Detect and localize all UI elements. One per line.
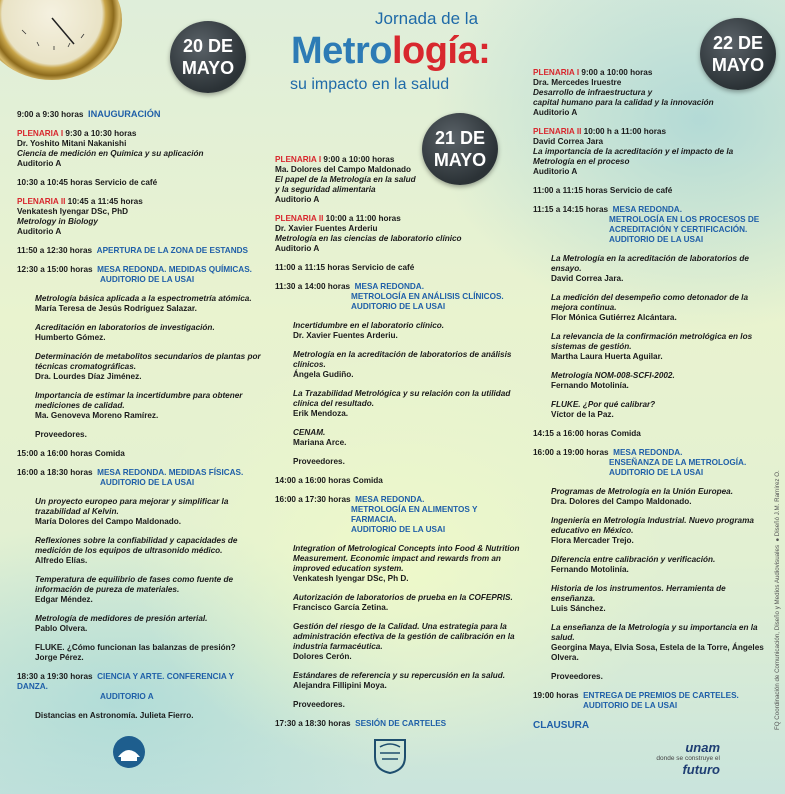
talk-title: La Metrología en la acreditación de laboratorios de ensayo. xyxy=(551,254,749,273)
stands-label: APERTURA DE LA ZONA DE ESTANDS xyxy=(96,246,248,256)
lunch: 14:15 a 16:00 horas Comida xyxy=(533,429,641,438)
talk-title: Diferencia entre calibración y verificación. xyxy=(551,555,716,564)
session-time: 17:30 a 18:30 horas xyxy=(275,719,351,728)
speaker-name: Edgar Méndez. xyxy=(35,595,93,605)
session-room: AUDITORIO DE LA USAI xyxy=(100,275,195,285)
speaker-name: Ángela Gudiño. xyxy=(293,370,354,379)
day-20-label: 20 DE MAYO xyxy=(181,36,235,78)
header-metro-part: Metro xyxy=(291,30,392,72)
session-title: MESA REDONDA. xyxy=(354,282,424,291)
talk-title: Distancias en Astronomía. Julieta Fierro. xyxy=(35,711,194,721)
talk-title: Programas de Metrología en la Unión Europea. xyxy=(551,487,733,496)
day-21-label: 21 DE MAYO xyxy=(433,128,487,170)
room: Auditorio A xyxy=(275,195,320,204)
header-subtitle: su impacto en la salud xyxy=(290,76,450,93)
unam-future-logo xyxy=(628,740,720,777)
inauguration-label: INAUGURACIÓN xyxy=(88,109,161,119)
plenary-time: 9:30 a 10:30 horas xyxy=(65,129,137,139)
room: Auditorio A xyxy=(17,227,62,237)
unam-futuro: futuro xyxy=(682,762,720,777)
talk-title: La importancia de la acreditación y el impacto de la Metrología en el proceso xyxy=(533,147,734,166)
session-time: 11:15 a 14:15 horas xyxy=(533,205,609,214)
design-credit: FQ Coordinación de Comunicación, Diseño y Medios Audiovisuales ●Diseñó J.M. Ramírez O. xyxy=(774,470,781,730)
plenary-label: PLENARIA II xyxy=(17,197,66,207)
talk-title: Un proyecto europeo para mejorar y simplificar la trazabilidad al Kelvin. xyxy=(35,497,229,517)
lunch: 15:00 a 16:00 horas Comida xyxy=(17,449,125,459)
speaker-name: Dra. Lourdes Díaz Jiménez. xyxy=(35,372,142,382)
session-title: SESIÓN DE CARTELES xyxy=(355,719,447,728)
talk-title: Ciencia de medición en Química y su aplicación xyxy=(17,149,204,159)
session-room: AUDITORIO DE LA USAI xyxy=(609,468,704,477)
talk-title: Historia de los instrumentos. Herramienta de enseñanza. xyxy=(551,584,726,603)
speaker-name: Ma. Dolores del Campo Maldonado xyxy=(275,165,412,174)
coffee-break: 11:00 a 11:15 horas Servicio de café xyxy=(533,186,673,195)
speaker-name: María Teresa de Jesús Rodríguez Salazar. xyxy=(35,304,197,314)
talk-title: Autorización de laboratorios de prueba en la COFEPRIS. xyxy=(293,593,513,602)
session-room: AUDITORIO DE LA USAI xyxy=(609,235,704,244)
talk-title: Metrología NOM-008-SCFI-2002. xyxy=(551,371,675,380)
providers: Proveedores. xyxy=(551,672,603,681)
header-logia-part: logía: xyxy=(391,30,491,72)
lunch: 14:00 a 16:00 horas Comida xyxy=(275,476,383,485)
talk-title: Desarrollo de infraestructura y xyxy=(533,88,653,97)
speaker-name: Dra. Dolores del Campo Maldonado. xyxy=(551,497,692,506)
speaker-name: Dr. Yoshito Mitani Nakanishi xyxy=(17,139,127,149)
talk-title: Metrología de medidores de presión arterial. xyxy=(35,614,208,624)
unam-shield-icon xyxy=(372,737,408,775)
talk-title: Importancia de estimar la incertidumbre para obtener mediciones de calidad. xyxy=(35,391,243,411)
talk-title: El papel de la Metrología en la salud xyxy=(275,175,416,184)
talk-title: Estándares de referencia y su repercusión en la salud. xyxy=(293,671,506,680)
gauge-needle-icon xyxy=(0,0,122,80)
session-title: ENSEÑANZA DE LA METROLOGÍA. xyxy=(609,458,747,467)
talk-title: FLUKE. ¿Cómo funcionan las balanzas de presión? xyxy=(35,643,236,653)
talk-title: Metrología en las ciencias de laboratorio clínico xyxy=(275,234,462,243)
talk-title: Determinación de metabolitos secundarios de plantas por técnicas cromatográficas. xyxy=(35,352,261,372)
speaker-name: Venkatesh Iyengar DSc, PhD xyxy=(17,207,129,217)
talk-title: Metrología en la acreditación de laboratorios de análisis clínicos. xyxy=(293,350,512,369)
speaker-name: David Correa Jara. xyxy=(551,274,624,283)
session-title: MESA REDONDA. xyxy=(612,205,682,214)
speaker-name: Dr. Xavier Fuentes Arderiu. xyxy=(293,331,398,340)
session-title: ENTREGA DE PREMIOS DE CARTELES. xyxy=(583,691,739,700)
schedule-day-22 xyxy=(533,68,771,741)
talk-title: Reflexiones sobre la confiabilidad y capacidades de medición de los equipos de ultrasonido médico. xyxy=(35,536,238,556)
speaker-name: Luis Sánchez. xyxy=(551,604,606,613)
speaker-name: Alfredo Elías. xyxy=(35,556,88,566)
header-metrologia xyxy=(291,30,490,73)
session-title: MESA REDONDA. MEDIDAS FÍSICAS. xyxy=(97,468,244,478)
speaker-name: Fernando Motolinía. xyxy=(551,381,629,390)
inauguration-time: 9:00 a 9:30 horas xyxy=(17,110,84,119)
session-time: 16:00 a 17:30 horas xyxy=(275,495,351,504)
talk-title: La relevancia de la confirmación metrológica en los sistemas de gestión. xyxy=(551,332,753,351)
session-title: ACREDITACIÓN Y CERTIFICACIÓN. xyxy=(609,225,748,234)
talk-title: Metrology in Biology xyxy=(17,217,98,227)
session-time: 18:30 a 19:30 horas xyxy=(17,672,93,682)
session-title: METROLOGÍA EN ANÁLISIS CLÍNICOS. xyxy=(351,292,504,301)
speaker-name: Dolores Cerón. xyxy=(293,652,352,661)
schedule-day-20 xyxy=(17,109,262,730)
session-room: AUDITORIO DE LA USAI xyxy=(583,701,678,710)
plenary-label: PLENARIA II xyxy=(275,214,324,223)
plenary-time: 10:00 h a 11:00 horas xyxy=(583,127,667,136)
providers: Proveedores. xyxy=(293,457,345,466)
talk-title: Ingeniería en Metrología Industrial. Nuevo programa educativo en México. xyxy=(551,516,754,535)
providers: Proveedores. xyxy=(293,700,345,709)
schedule-day-21 xyxy=(275,155,520,738)
talk-title: Incertidumbre en el laboratorio clínico. xyxy=(293,321,445,330)
providers: Proveedores. xyxy=(35,430,87,440)
room: Auditorio A xyxy=(533,167,578,176)
session-time: 19:00 horas xyxy=(533,691,579,700)
session-title: MESA REDONDA. xyxy=(613,448,683,457)
speaker-name: Erik Mendoza. xyxy=(293,409,349,418)
session-time: 11:30 a 14:00 horas xyxy=(275,282,351,291)
plenary-label: PLENARIA I xyxy=(533,68,580,77)
session-time: 16:00 a 19:00 horas xyxy=(533,448,609,457)
speaker-name: David Correa Jara xyxy=(533,137,604,146)
talk-title: Gestión del riesgo de la Calidad. Una estrategia para la administración efectiva de la gestión de calibración en la industria farmacéutica. xyxy=(293,622,515,651)
speaker-name: Pablo Olvera. xyxy=(35,624,88,634)
speaker-name: Dr. Xavier Fuentes Arderiu xyxy=(275,224,378,233)
plenary-label: PLENARIA I xyxy=(17,129,64,139)
barometer-gauge-image xyxy=(0,0,122,80)
day-22-label: 22 DE MAYO xyxy=(711,33,765,75)
coffee-break: 10:30 a 10:45 horas Servicio de café xyxy=(17,178,158,188)
speaker-name: Georgina Maya, Elvia Sosa, Estela de la Torre, Ángeles Olvera. xyxy=(551,643,764,662)
speaker-name: Humberto Gómez. xyxy=(35,333,106,343)
session-time: 12:30 a 15:00 horas xyxy=(17,265,93,275)
talk-title: Integration of Metrological Concepts into Food & Nutrition Measurement. Economic impact and rewards from an improved education system. xyxy=(293,544,520,573)
coffee-break: 11:00 a 11:15 horas Servicio de café xyxy=(275,263,415,272)
talk-title: FLUKE. ¿Por qué calibrar? xyxy=(551,400,656,409)
session-room: AUDITORIO DE LA USAI xyxy=(100,478,195,488)
plenary-time: 9:00 a 10:00 horas xyxy=(581,68,653,77)
session-title: METROLOGÍA EN LOS PROCESOS DE xyxy=(609,215,760,224)
speaker-name: Fernando Motolinía. xyxy=(551,565,629,574)
speaker-name: Víctor de la Paz. xyxy=(551,410,614,419)
unam-wordmark: unam xyxy=(685,740,720,755)
session-room: AUDITORIO A xyxy=(100,692,154,702)
talk-title: La Trazabilidad Metrológica y su relación con la utilidad clínica del resultado. xyxy=(293,389,511,408)
speaker-name: Martha Laura Huerta Aguilar. xyxy=(551,352,663,361)
talk-title: CENAM. xyxy=(293,428,326,437)
session-room: AUDITORIO DE LA USAI xyxy=(351,525,446,534)
talk-title: La enseñanza de la Metrología y su importancia en la salud. xyxy=(551,623,758,642)
plenary-label: PLENARIA I xyxy=(275,155,322,164)
session-title: CIENCIA Y ARTE. CONFERENCIA Y DANZA. xyxy=(17,672,234,692)
speaker-name: María Dolores del Campo Maldonado. xyxy=(35,517,182,527)
room: Auditorio A xyxy=(275,244,320,253)
plenary-label: PLENARIA II xyxy=(533,127,582,136)
talk-title: capital humano para la calidad y la innovación xyxy=(533,98,714,107)
speaker-name: Francisco García Zetina. xyxy=(293,603,389,612)
session-title: METROLOGÍA EN ALIMENTOS Y FARMACIA. xyxy=(351,505,478,524)
session-title: MESA REDONDA. xyxy=(355,495,425,504)
session-room: AUDITORIO DE LA USAI xyxy=(351,302,446,311)
faculty-logo-icon xyxy=(112,735,146,769)
speaker-name: Dra. Mercedes Iruestre xyxy=(533,78,622,87)
plenary-time: 9:00 a 10:00 horas xyxy=(323,155,395,164)
session-title: MESA REDONDA. MEDIDAS QUÍMICAS. xyxy=(97,265,252,275)
talk-title: y la seguridad alimentaria xyxy=(275,185,376,194)
stands-time: 11:50 a 12:30 horas xyxy=(17,246,93,256)
talk-title: La medición del desempeño como detonador de la mejora continua. xyxy=(551,293,748,312)
unam-tagline: donde se construye el xyxy=(656,755,720,762)
speaker-name: Venkatesh Iyengar DSc, Ph D. xyxy=(293,574,409,583)
header-jornada: Jornada de la xyxy=(375,9,479,28)
speaker-name: Flor Mónica Gutiérrez Alcántara. xyxy=(551,313,677,322)
day-20-badge xyxy=(170,21,246,93)
speaker-name: Ma. Genoveva Moreno Ramírez. xyxy=(35,411,159,421)
speaker-name: Flora Mercader Trejo. xyxy=(551,536,634,545)
talk-title: Acreditación en laboratorios de investigación. xyxy=(35,323,215,333)
room: Auditorio A xyxy=(17,159,62,169)
talk-title: Temperatura de equilibrio de fases como fuente de información de pureza de materiales. xyxy=(35,575,234,595)
plenary-time: 10:00 a 11:00 horas xyxy=(325,214,401,223)
speaker-name: Mariana Arce. xyxy=(293,438,347,447)
speaker-name: Jorge Pérez. xyxy=(35,653,84,663)
session-time: 16:00 a 18:30 horas xyxy=(17,468,93,478)
closing-label: CLAUSURA xyxy=(533,720,590,731)
room: Auditorio A xyxy=(533,108,578,117)
talk-title: Metrología básica aplicada a la espectrometría atómica. xyxy=(35,294,252,304)
plenary-time: 10:45 a 11:45 horas xyxy=(67,197,143,207)
speaker-name: Alejandra Fillipini Moya. xyxy=(293,681,387,690)
